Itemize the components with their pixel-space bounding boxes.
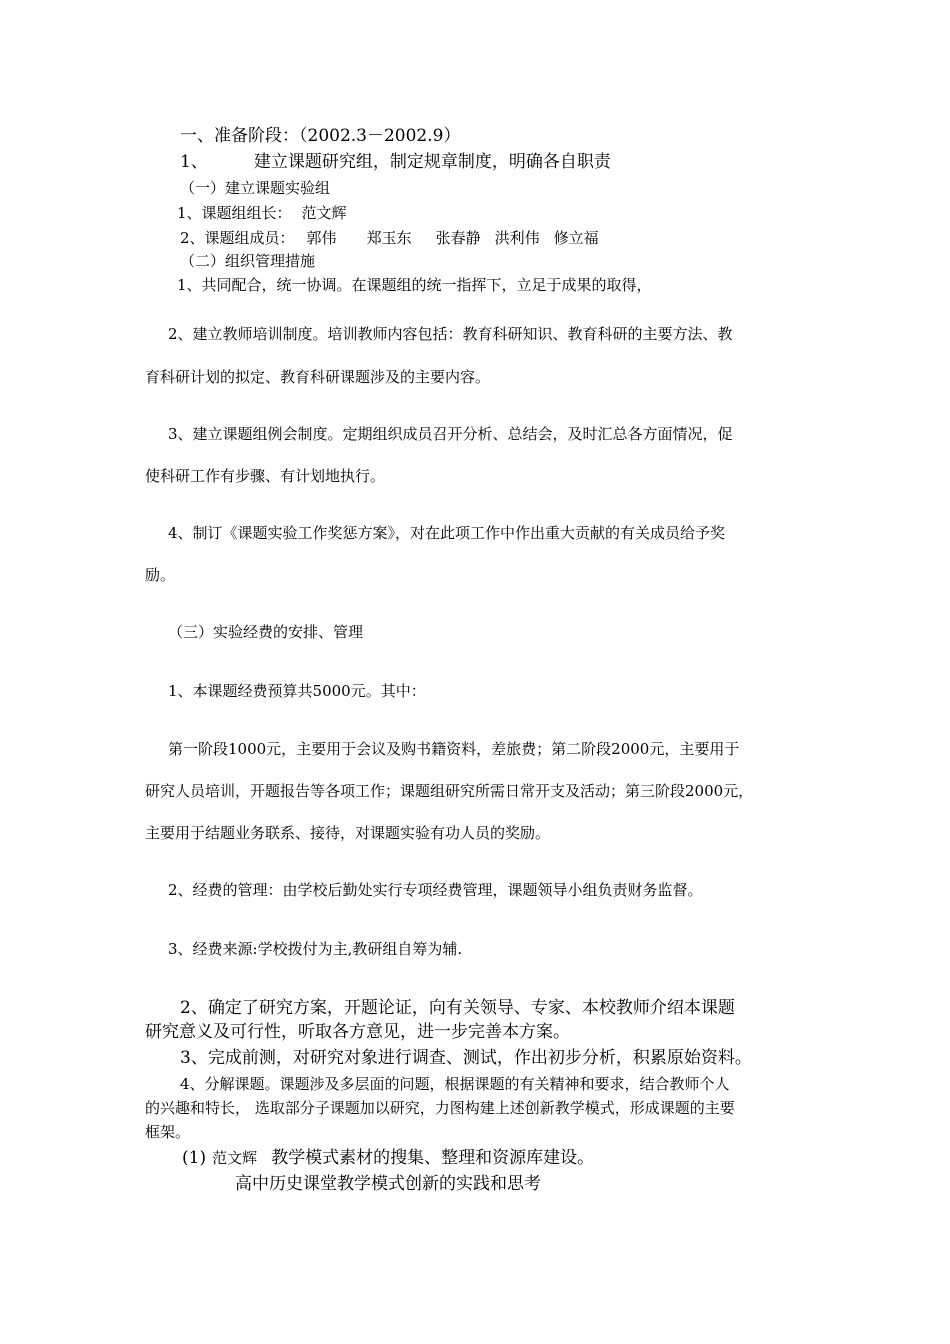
subtopic-title: 高中历史课堂教学模式创新的实践和思考	[235, 1174, 541, 1194]
item4-line-1: 4、分解课题。课题涉及多层面的问题，根据课题的有关精神和要求，结合教师个人	[180, 1075, 730, 1093]
budget-detail-line-3: 主要用于结题业务联系、接待，对课题实验有功人员的奖励。	[145, 824, 551, 842]
leader-label: 1、课题组组长：	[177, 204, 292, 222]
budget-management: 2、经费的管理：由学校后勤处实行专项经费管理，课题领导小组负责财务监督。	[168, 881, 703, 899]
measure-4-line-2: 励。	[145, 566, 176, 584]
sub-task-person: 范文辉	[212, 1149, 258, 1167]
measure-4-line-1: 4、制订《课题实验工作奖惩方案》，对在此项工作中作出重大贡献的有关成员给予奖	[168, 524, 726, 542]
member-name: 郑玉东	[366, 229, 412, 247]
measure-1: 1、共同配合，统一协调。在课题组的统一指挥下，立足于成果的取得，	[177, 276, 652, 294]
member-name: 张春静	[435, 229, 481, 247]
section-heading-3: （三）实验经费的安排、管理	[168, 623, 364, 641]
item4-line-3: 框架。	[145, 1123, 191, 1141]
measure-3-line-2: 使科研工作有步骤、有计划地执行。	[145, 467, 386, 485]
sub-task-text: 教学模式素材的搜集、整理和资源库建设。	[271, 1148, 595, 1168]
budget-total: 1、本课题经费预算共5000元。其中：	[168, 682, 426, 700]
sub-task-line	[182, 1148, 594, 1168]
item1-text: 建立课题研究组，制定规章制度，明确各自职责	[253, 152, 611, 172]
budget-detail-line-1: 第一阶段1000元，主要用于会议及购书籍资料，差旅费；第二阶段2000元，主要用于	[168, 740, 740, 758]
measure-3-line-1: 3、建立课题组例会制度。定期组织成员召开分析、总结会，及时汇总各方面情况，促	[168, 425, 733, 443]
members-line	[180, 229, 599, 247]
stage-heading: 一、准备阶段：（2002.3－2002.9）	[180, 126, 461, 146]
member-name: 洪利伟	[494, 229, 540, 247]
budget-source: 3、经费来源:学校拨付为主,教研组自筹为辅.	[168, 940, 463, 958]
leader-name: 范文辉	[301, 204, 347, 222]
item4-line-2: 的兴趣和特长， 选取部分子课题加以研究，力图构建上述创新教学模式，形成课题的主要	[145, 1099, 735, 1117]
members-label: 2、课题组成员：	[180, 229, 295, 247]
measure-2-line-2: 育科研计划的拟定、教育科研课题涉及的主要内容。	[145, 368, 491, 386]
measure-2-line-1: 2、建立教师培训制度。培训教师内容包括：教育科研知识、教育科研的主要方法、教	[168, 325, 733, 343]
item2-line-2: 研究意义及可行性，听取各方意见，进一步完善本方案。	[145, 1022, 570, 1042]
section-heading-1: （一）建立课题实验组	[180, 179, 331, 197]
item3: 3、完成前测，对研究对象进行调查、测试，作出初步分析，积累原始资料。	[180, 1048, 752, 1068]
member-name: 郭伟	[306, 229, 337, 247]
section-heading-2: （二）组织管理措施	[180, 252, 316, 270]
item2-line-1: 2、确定了研究方案，开题论证，向有关领导、专家、本校教师介绍本课题	[180, 998, 735, 1018]
item1-line	[180, 152, 611, 172]
budget-detail-line-2: 研究人员培训，开题报告等各项工作；课题组研究所需日常开支及活动；第三阶段2000元，	[145, 782, 754, 800]
member-name: 修立福	[553, 229, 599, 247]
leader-line	[177, 204, 347, 222]
item1-number: 1、	[180, 152, 208, 172]
sub-task-number: (1)	[182, 1148, 207, 1168]
